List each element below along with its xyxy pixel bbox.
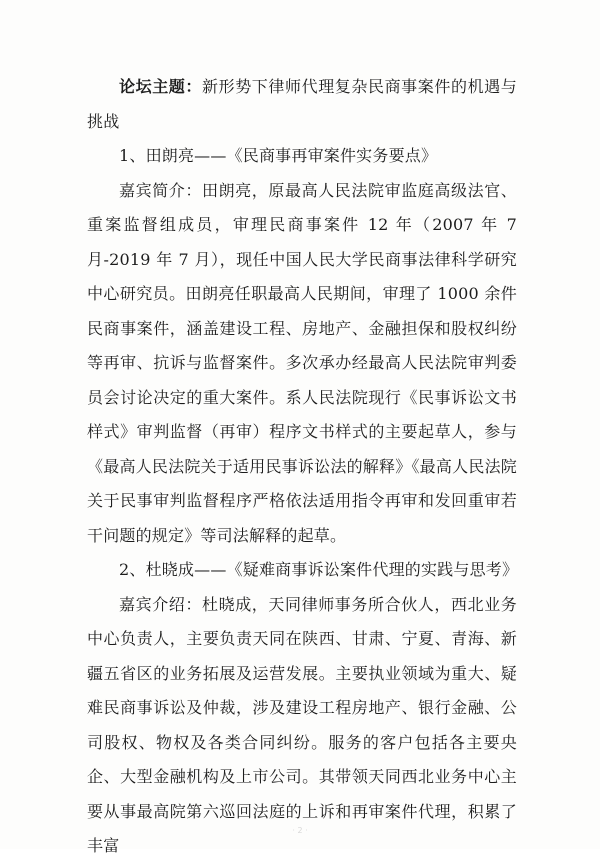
- forum-theme-text: 新形势下律师代理复杂民商事案件的机遇与挑战: [87, 77, 517, 131]
- document-body: [87, 70, 517, 864]
- speaker-1-intro: 嘉宾简介：田朗亮，原最高人民法院审监庭高级法官、重案监督组成员，审理民商事案件 12 年（2007 年 7 月-2019 年 7 月），现任中国人民大学民商事法律科学研究中心研究员。田朗亮任职最高人民期间，审理了 1000 余件民商事案件，涵盖建设工程、房地产、金融担保和股权纠纷等再审、抗诉与监督案件。多次承办经最高人民法院审判委员会讨论决定的重大案件。系人民法院现行《民事诉讼文书样式》审判监督（再审）程序文书样式的主要起草人，参与《最高人民法院关于适用民事诉讼法的解释》《最高人民法院关于民事审判监督程序严格依法适用指令再审和发回重审若干问题的规定》等司法解释的起草。: [87, 180, 517, 545]
- speaker-1-heading: 1、田朗亮——《民商事再审案件实务要点》: [119, 146, 438, 165]
- forum-theme-label: 论坛主题：: [119, 77, 202, 96]
- speaker-2-intro: 嘉宾介绍：杜晓成，天同律师事务所合伙人，西北业务中心负责人，主要负责天同在陕西、甘肃、宁夏、青海、新疆五省区的业务拓展及运营发展。主要执业领域为重大、疑难民商事诉讼及仲裁，涉及建设工程房地产、银行金融、公司股权、物权及各类合同纠纷。服务的客户包括各主要央企、大型金融机构及上市公司。其带领天同西北业务中心主要从事最高院第六巡回法庭的上诉和再审案件代理，积累了丰富: [87, 594, 517, 855]
- forum-theme-paragraph: [87, 70, 517, 139]
- page-number: · 2 ·: [292, 826, 308, 835]
- speaker-2-heading: 2、杜晓成——《疑难商事诉讼案件代理的实践与思考》: [119, 560, 519, 579]
